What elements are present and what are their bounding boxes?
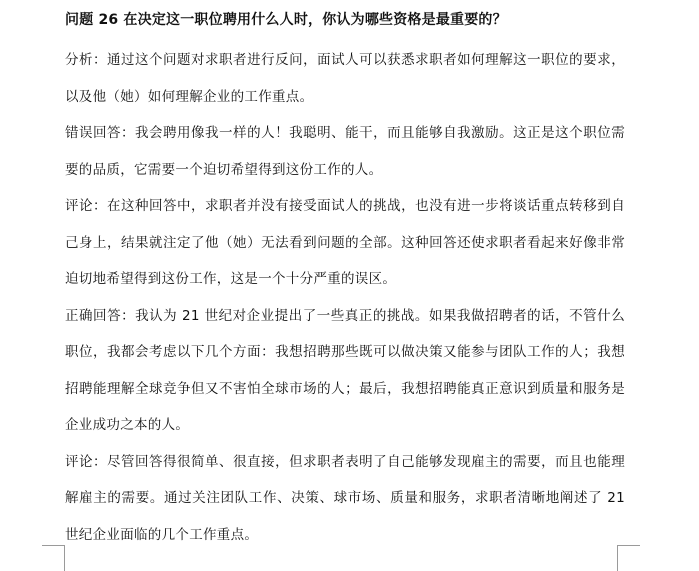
comment-paragraph-2: 评论：尽管回答得很简单、很直接，但求职者表明了自己能够发现雇主的需要，而且也能理解雇主的需要。通过关注团队工作、决策、球市场、质量和服务，求职者清晰地阐述了 21 世纪企业面临的几个工作重点。 bbox=[65, 453, 625, 543]
analysis-paragraph: 分析：通过这个问题对求职者进行反问，面试人可以获悉求职者如何理解这一职位的要求，以及他（她）如何理解企业的工作重点。 bbox=[65, 52, 625, 105]
wrong-answer-paragraph: 错误回答：我会聘用像我一样的人！我聪明、能干，而且能够自我激励。这正是这个职位需要的品质，它需要一个迫切希望得到这份工作的人。 bbox=[65, 125, 625, 178]
page-margin-corner-left bbox=[42, 545, 65, 571]
page-margin-corner-right bbox=[617, 545, 640, 571]
document-body bbox=[65, 10, 625, 553]
correct-answer-paragraph: 正确回答：我认为 21 世纪对企业提出了一些真正的挑战。如果我做招聘者的话，不管什么职位，我都会考虑以下几个方面：我想招聘那些既可以做决策又能参与团队工作的人；我想招聘能理解全球竞争但又不害怕全球市场的人；最后，我想招聘能真正意识到质量和服务是企业成功之本的人。 bbox=[65, 307, 625, 433]
question-title: 问题 26 在决定这一职位聘用什么人时，你认为哪些资格是最重要的？ bbox=[65, 12, 507, 28]
comment-paragraph-1: 评论：在这种回答中，求职者并没有接受面试人的挑战，也没有进一步将谈话重点转移到自己身上，结果就注定了他（她）无法看到问题的全部。这种回答还使求职者看起来好像非常迫切地希望得到这份工作，这是一个十分严重的误区。 bbox=[65, 198, 625, 287]
